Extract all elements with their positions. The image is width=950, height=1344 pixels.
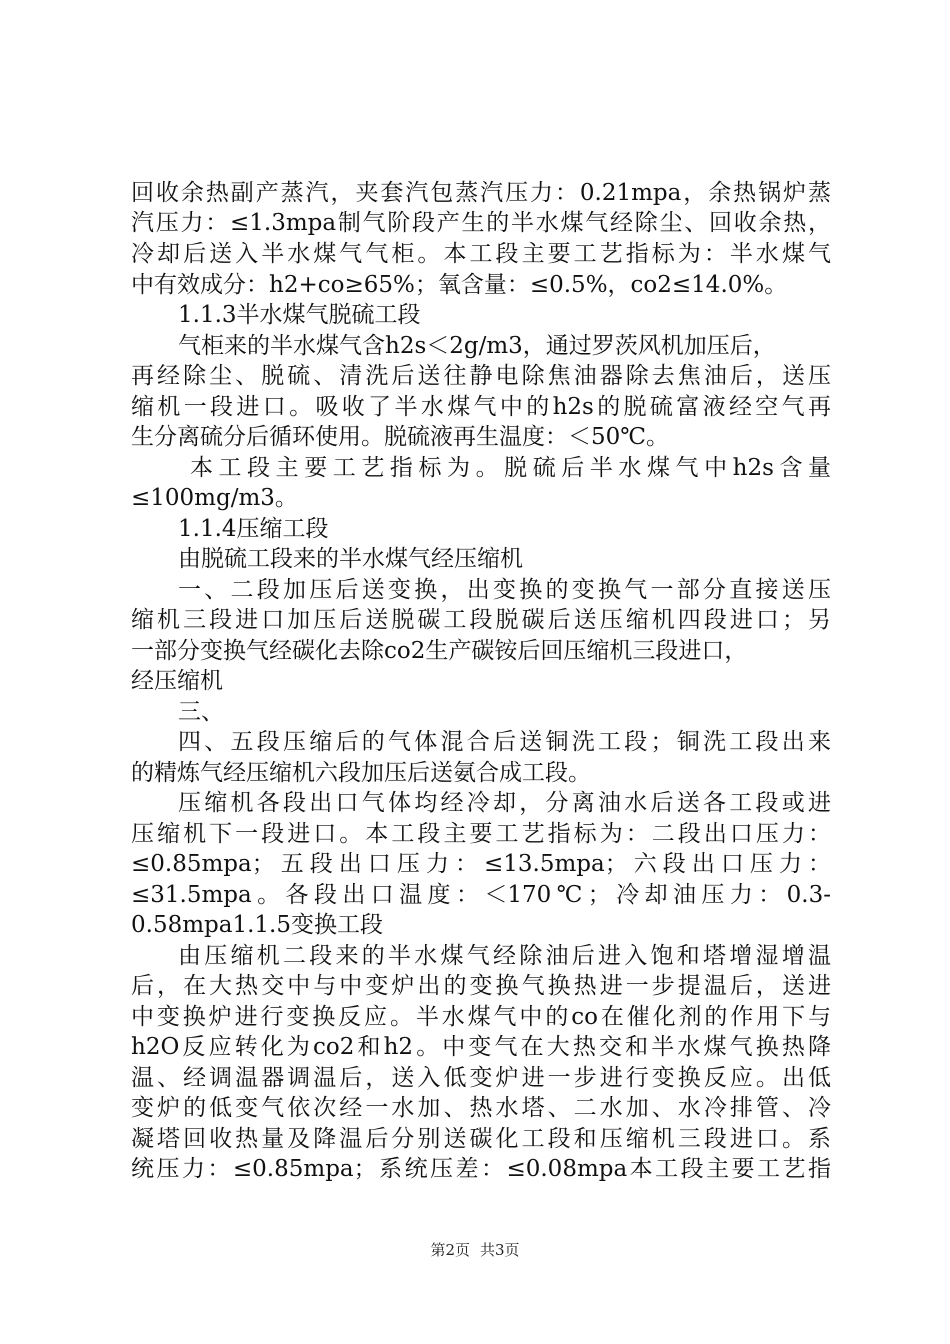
text-line: 经压缩机 — [131, 668, 223, 694]
text-line: 再经除尘、脱硫、清洗后送往静电除焦油器除去焦油后，送压 — [131, 363, 831, 389]
text-line: 气柜来的半水煤气含h2s＜2g/m3，通过罗茨风机加压后， — [178, 333, 776, 359]
text-line: ≤0.85mpa；五段出口压力：≤13.5mpa；六段出口压力： — [131, 851, 831, 877]
text-line: 温、经调温器调温后，送入低变炉进一步进行变换反应。出低 — [131, 1065, 831, 1091]
text-line: 本工段主要工艺指标为。脱硫后半水煤气中h2s含量 — [190, 455, 831, 481]
text-line: 凝塔回收热量及降温后分别送碳化工段和压缩机三段进口。系 — [131, 1126, 831, 1152]
text-line: 后，在大热交中与中变炉出的变换气换热进一步提温后，送进 — [131, 973, 831, 999]
text-line: h2O反应转化为co2和h2。中变气在大热交和半水煤气换热降 — [131, 1034, 831, 1060]
section-heading: 1.1.3半水煤气脱硫工段 — [178, 302, 421, 328]
text-line: 中有效成分：h2+co≥65%；氧含量：≤0.5%，co2≤14.0%。 — [131, 272, 788, 298]
text-line: 由压缩机二段来的半水煤气经除油后进入饱和塔增湿增温 — [178, 943, 831, 969]
text-line: 一、二段加压后送变换，出变换的变换气一部分直接送压 — [178, 577, 831, 603]
text-line: 缩机三段进口加压后送脱碳工段脱碳后送压缩机四段进口；另 — [131, 607, 831, 633]
text-line: 压缩机各段出口气体均经冷却，分离油水后送各工段或进 — [178, 790, 831, 816]
text-line: ≤31.5mpa。各段出口温度：＜170℃；冷却油压力：0.3- — [131, 882, 831, 908]
page-footer — [0, 1240, 950, 1260]
text-line: 由脱硫工段来的半水煤气经压缩机 — [178, 546, 523, 572]
text-line: 缩机一段进口。吸收了半水煤气中的h2s的脱硫富液经空气再 — [131, 394, 831, 420]
page-number: 第2页 — [430, 1241, 470, 1259]
page-total: 共3页 — [480, 1241, 520, 1259]
text-line: 四、五段压缩后的气体混合后送铜洗工段；铜洗工段出来 — [178, 729, 831, 755]
text-line: 的精炼气经压缩机六段加压后送氨合成工段。 — [131, 760, 591, 786]
text-line: ≤100mg/m3。 — [131, 485, 298, 511]
text-line: 三、 — [178, 699, 224, 725]
text-line: 冷却后送入半水煤气气柜。本工段主要工艺指标为：半水煤气 — [131, 241, 831, 267]
text-line: 生分离硫分后循环使用。脱硫液再生温度：＜50℃。 — [131, 424, 669, 450]
text-line: 统压力：≤0.85mpa；系统压差：≤0.08mpa本工段主要工艺指 — [131, 1156, 831, 1182]
text-line: 变炉的低变气依次经一水加、热水塔、二水加、水冷排管、冷 — [131, 1095, 831, 1121]
text-line: 0.58mpa1.1.5变换工段 — [131, 912, 383, 938]
text-line: 压缩机下一段进口。本工段主要工艺指标为：二段出口压力： — [131, 821, 831, 847]
text-line: 汽压力：≤1.3mpa制气阶段产生的半水煤气经除尘、回收余热， — [131, 210, 831, 236]
section-heading: 1.1.4压缩工段 — [178, 516, 329, 542]
text-line: 回收余热副产蒸汽，夹套汽包蒸汽压力：0.21mpa，余热锅炉蒸 — [131, 180, 831, 206]
text-line: 中变换炉进行变换反应。半水煤气中的co在催化剂的作用下与 — [131, 1004, 831, 1030]
text-line: 一部分变换气经碳化去除co2生产碳铵后回压缩机三段进口， — [131, 638, 748, 664]
